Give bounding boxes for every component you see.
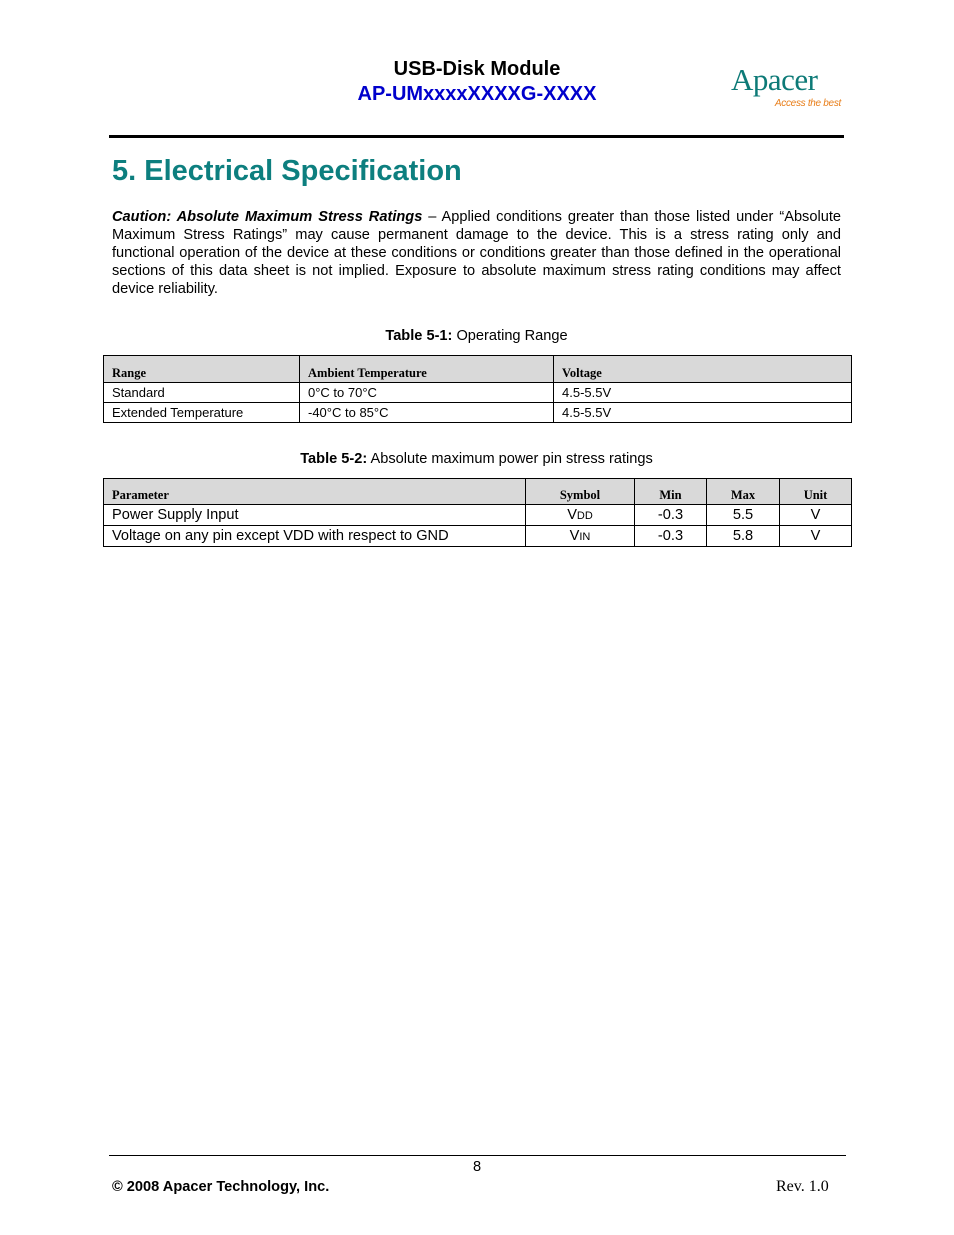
caution-lead: Caution: Absolute Maximum Stress Ratings xyxy=(112,209,423,225)
table-row xyxy=(104,403,852,423)
table-row xyxy=(104,526,852,547)
logo-tagline: Access the best xyxy=(774,98,841,109)
cell-parameter: Voltage on any pin except VDD with respect to GND xyxy=(104,526,526,547)
symbol-subscript: IN xyxy=(579,531,591,543)
cell-symbol xyxy=(526,505,635,526)
table-row xyxy=(104,383,852,403)
header-part-number: AP-UMxxxxXXXXG-XXXX xyxy=(357,83,597,105)
table1-caption xyxy=(103,327,850,345)
header-divider xyxy=(109,135,844,138)
table2-caption xyxy=(103,450,850,468)
header-parameter: Parameter xyxy=(104,479,526,505)
cell-max: 5.5 xyxy=(707,505,780,526)
header-unit: Unit xyxy=(780,479,852,505)
header-module-name: USB-Disk Module xyxy=(393,58,561,80)
symbol-subscript: DD xyxy=(576,510,593,522)
symbol-main: V xyxy=(567,507,577,523)
cell-temperature: -40°C to 85°C xyxy=(300,403,554,423)
logo-wordmark: Apacer xyxy=(731,62,818,97)
cell-voltage: 4.5-5.5V xyxy=(554,403,852,423)
cell-unit: V xyxy=(780,526,852,547)
cell-min: -0.3 xyxy=(635,526,707,547)
section-title: 5. Electrical Specification xyxy=(112,155,462,187)
cell-unit: V xyxy=(780,505,852,526)
header-ambient-temperature: Ambient Temperature xyxy=(300,356,554,383)
table-header-row xyxy=(104,356,852,383)
caution-paragraph xyxy=(112,208,841,298)
cell-range: Extended Temperature xyxy=(104,403,300,423)
table2-caption-label: Table 5-2: xyxy=(300,451,368,467)
header-symbol: Symbol xyxy=(526,479,635,505)
cell-symbol xyxy=(526,526,635,547)
cell-temperature: 0°C to 70°C xyxy=(300,383,554,403)
stress-ratings-table xyxy=(103,478,852,547)
operating-range-table xyxy=(103,355,852,423)
header-range: Range xyxy=(104,356,300,383)
apacer-logo xyxy=(731,62,843,112)
header-max: Max xyxy=(707,479,780,505)
header-voltage: Voltage xyxy=(554,356,852,383)
caution-text: – Applied conditions greater than those listed under “Absolute Maximum Stress Ratings” may cause permanent damage to the device. This is a stress rating only and functional operation of the device at these conditions or conditions greater than those defined in the operational sections of this data sheet is not implied. Exposure to absolute maximum stress rating conditions may affect device reliability. xyxy=(112,209,842,297)
table2-caption-text: Absolute maximum power pin stress ratings xyxy=(367,451,653,467)
cell-min: -0.3 xyxy=(635,505,707,526)
table1-caption-text: Operating Range xyxy=(452,328,568,344)
copyright-notice: © 2008 Apacer Technology, Inc. xyxy=(112,1179,330,1195)
revision-label: Rev. 1.0 xyxy=(776,1178,829,1195)
header-min: Min xyxy=(635,479,707,505)
cell-range: Standard xyxy=(104,383,300,403)
page-number: 8 xyxy=(472,1159,482,1175)
cell-parameter: Power Supply Input xyxy=(104,505,526,526)
footer-divider xyxy=(109,1155,846,1156)
table-header-row xyxy=(104,479,852,505)
symbol-main: V xyxy=(569,528,580,544)
table-row xyxy=(104,505,852,526)
cell-max: 5.8 xyxy=(707,526,780,547)
cell-voltage: 4.5-5.5V xyxy=(554,383,852,403)
table1-caption-label: Table 5-1: xyxy=(385,328,453,344)
